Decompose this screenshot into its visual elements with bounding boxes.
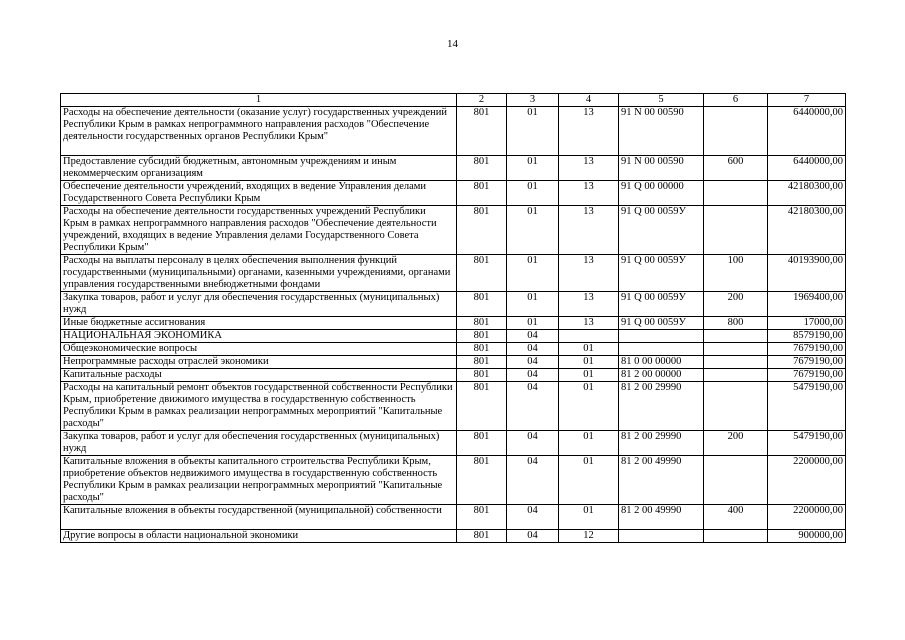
row-name-cell: Капитальные расходы	[61, 369, 457, 382]
table-row	[61, 317, 846, 330]
column-header: 4	[559, 94, 619, 107]
row-name-cell: Закупка товаров, работ и услуг для обеспечения государственных (муниципальных) нужд	[61, 431, 457, 456]
subsection-code-cell: 13	[559, 317, 619, 330]
section-code-cell: 01	[507, 206, 559, 255]
expense-type-cell	[704, 456, 768, 505]
expense-type-cell: 100	[704, 255, 768, 292]
amount-cell: 6440000,00	[768, 107, 846, 156]
table-row	[61, 255, 846, 292]
expense-type-cell: 200	[704, 292, 768, 317]
table-row	[61, 181, 846, 206]
amount-cell: 42180300,00	[768, 206, 846, 255]
subsection-code-cell: 13	[559, 292, 619, 317]
row-name-cell: Другие вопросы в области национальной экономики	[61, 530, 457, 543]
target-article-cell: 91 Q 00 0059У	[619, 255, 704, 292]
amount-cell: 8579190,00	[768, 330, 846, 343]
budget-table	[60, 93, 846, 543]
expense-type-cell	[704, 530, 768, 543]
table-row	[61, 292, 846, 317]
row-name-cell: Обеспечение деятельности учреждений, входящих в ведение Управления делами Государственного Совета Республики Крым	[61, 181, 457, 206]
amount-cell: 7679190,00	[768, 356, 846, 369]
subsection-code-cell: 01	[559, 431, 619, 456]
ved-code-cell: 801	[457, 530, 507, 543]
subsection-code-cell: 13	[559, 255, 619, 292]
table-row	[61, 369, 846, 382]
amount-cell: 5479190,00	[768, 382, 846, 431]
target-article-cell: 91 N 00 00590	[619, 156, 704, 181]
section-code-cell: 04	[507, 431, 559, 456]
subsection-code-cell: 01	[559, 505, 619, 530]
amount-cell: 42180300,00	[768, 181, 846, 206]
ved-code-cell: 801	[457, 107, 507, 156]
target-article-cell	[619, 530, 704, 543]
ved-code-cell: 801	[457, 505, 507, 530]
expense-type-cell: 200	[704, 431, 768, 456]
subsection-code-cell: 13	[559, 107, 619, 156]
target-article-cell: 91 Q 00 0059У	[619, 206, 704, 255]
subsection-code-cell	[559, 330, 619, 343]
row-name-cell: Капитальные вложения в объекты государственной (муниципальной) собственности	[61, 505, 457, 530]
amount-cell: 900000,00	[768, 530, 846, 543]
row-name-cell: Общеэкономические вопросы	[61, 343, 457, 356]
table-row	[61, 456, 846, 505]
table-row	[61, 356, 846, 369]
expense-type-cell	[704, 343, 768, 356]
subsection-code-cell: 13	[559, 181, 619, 206]
section-code-cell: 01	[507, 156, 559, 181]
ved-code-cell: 801	[457, 156, 507, 181]
section-code-cell: 04	[507, 382, 559, 431]
subsection-code-cell: 01	[559, 356, 619, 369]
row-name-cell: Расходы на капитальный ремонт объектов государственной собственности Республики Крым, приобретение движимого имущества в государственную собственность Республики Крым в рамках реализации непрограммных мероприятий "Капитальные расходы"	[61, 382, 457, 431]
target-article-cell	[619, 330, 704, 343]
ved-code-cell: 801	[457, 255, 507, 292]
target-article-cell: 91 Q 00 00000	[619, 181, 704, 206]
ved-code-cell: 801	[457, 343, 507, 356]
row-name-cell: Предоставление субсидий бюджетным, автономным учреждениям и иным некоммерческим организациям	[61, 156, 457, 181]
subsection-code-cell: 01	[559, 343, 619, 356]
ved-code-cell: 801	[457, 356, 507, 369]
subsection-code-cell: 13	[559, 156, 619, 181]
section-code-cell: 04	[507, 343, 559, 356]
table-row	[61, 431, 846, 456]
target-article-cell: 81 2 00 49990	[619, 505, 704, 530]
row-name-cell: Непрограммные расходы отраслей экономики	[61, 356, 457, 369]
ved-code-cell: 801	[457, 369, 507, 382]
expense-type-cell: 800	[704, 317, 768, 330]
row-name-cell: НАЦИОНАЛЬНАЯ ЭКОНОМИКА	[61, 330, 457, 343]
expense-type-cell	[704, 330, 768, 343]
section-code-cell: 04	[507, 505, 559, 530]
section-code-cell: 01	[507, 181, 559, 206]
target-article-cell: 81 0 00 00000	[619, 356, 704, 369]
row-name-cell: Капитальные вложения в объекты капитального строительства Республики Крым, приобретение объектов недвижимого имущества в государственную собственность Республики Крым в рамках реализации непрограммных мероприятий "Капитальные расходы"	[61, 456, 457, 505]
ved-code-cell: 801	[457, 181, 507, 206]
amount-cell: 1969400,00	[768, 292, 846, 317]
section-code-cell: 04	[507, 356, 559, 369]
expense-type-cell: 600	[704, 156, 768, 181]
expense-type-cell: 400	[704, 505, 768, 530]
expense-type-cell	[704, 181, 768, 206]
section-code-cell: 04	[507, 530, 559, 543]
section-code-cell: 01	[507, 255, 559, 292]
amount-cell: 2200000,00	[768, 505, 846, 530]
row-name-cell: Закупка товаров, работ и услуг для обеспечения государственных (муниципальных) нужд	[61, 292, 457, 317]
table-row	[61, 107, 846, 156]
ved-code-cell: 801	[457, 330, 507, 343]
table-row	[61, 330, 846, 343]
section-code-cell: 04	[507, 330, 559, 343]
page-number: 14	[447, 38, 458, 50]
subsection-code-cell: 12	[559, 530, 619, 543]
table-row	[61, 530, 846, 543]
target-article-cell: 81 2 00 49990	[619, 456, 704, 505]
amount-cell: 17000,00	[768, 317, 846, 330]
section-code-cell: 04	[507, 369, 559, 382]
section-code-cell: 01	[507, 317, 559, 330]
amount-cell: 7679190,00	[768, 369, 846, 382]
subsection-code-cell: 01	[559, 456, 619, 505]
table-header-row	[61, 94, 846, 107]
column-header: 3	[507, 94, 559, 107]
column-header: 2	[457, 94, 507, 107]
subsection-code-cell: 13	[559, 206, 619, 255]
table-row	[61, 343, 846, 356]
amount-cell: 7679190,00	[768, 343, 846, 356]
amount-cell: 40193900,00	[768, 255, 846, 292]
ved-code-cell: 801	[457, 382, 507, 431]
column-header: 7	[768, 94, 846, 107]
section-code-cell: 01	[507, 107, 559, 156]
row-name-cell: Расходы на выплаты персоналу в целях обеспечения выполнения функций государственными (муниципальными) органами, казенными учреждениями, органами управления государственными внебюджетными фондами	[61, 255, 457, 292]
ved-code-cell: 801	[457, 206, 507, 255]
ved-code-cell: 801	[457, 456, 507, 505]
subsection-code-cell: 01	[559, 382, 619, 431]
target-article-cell: 81 2 00 00000	[619, 369, 704, 382]
column-header: 1	[61, 94, 457, 107]
expense-type-cell	[704, 206, 768, 255]
target-article-cell	[619, 343, 704, 356]
section-code-cell: 01	[507, 292, 559, 317]
amount-cell: 2200000,00	[768, 456, 846, 505]
table-row	[61, 156, 846, 181]
target-article-cell: 81 2 00 29990	[619, 431, 704, 456]
expense-type-cell	[704, 382, 768, 431]
subsection-code-cell: 01	[559, 369, 619, 382]
amount-cell: 5479190,00	[768, 431, 846, 456]
ved-code-cell: 801	[457, 292, 507, 317]
table-row	[61, 505, 846, 530]
target-article-cell: 91 Q 00 0059У	[619, 317, 704, 330]
target-article-cell: 91 Q 00 0059У	[619, 292, 704, 317]
expense-type-cell	[704, 356, 768, 369]
target-article-cell: 91 N 00 00590	[619, 107, 704, 156]
expense-type-cell	[704, 107, 768, 156]
table-row	[61, 382, 846, 431]
ved-code-cell: 801	[457, 431, 507, 456]
expense-type-cell	[704, 369, 768, 382]
row-name-cell: Расходы на обеспечение деятельности государственных учреждений Республики Крым в рамках непрограммного направления расходов "Обеспечение деятельности учреждений, входящих в ведение Управления делами Государственного Совета Республики Крым"	[61, 206, 457, 255]
row-name-cell: Расходы на обеспечение деятельности (оказание услуг) государственных учреждений Республики Крым в рамках непрограммного направления расходов "Обеспечение деятельности государственных органов Республики Крым"	[61, 107, 457, 156]
section-code-cell: 04	[507, 456, 559, 505]
column-header: 6	[704, 94, 768, 107]
row-name-cell: Иные бюджетные ассигнования	[61, 317, 457, 330]
table-row	[61, 206, 846, 255]
amount-cell: 6440000,00	[768, 156, 846, 181]
column-header: 5	[619, 94, 704, 107]
target-article-cell: 81 2 00 29990	[619, 382, 704, 431]
ved-code-cell: 801	[457, 317, 507, 330]
